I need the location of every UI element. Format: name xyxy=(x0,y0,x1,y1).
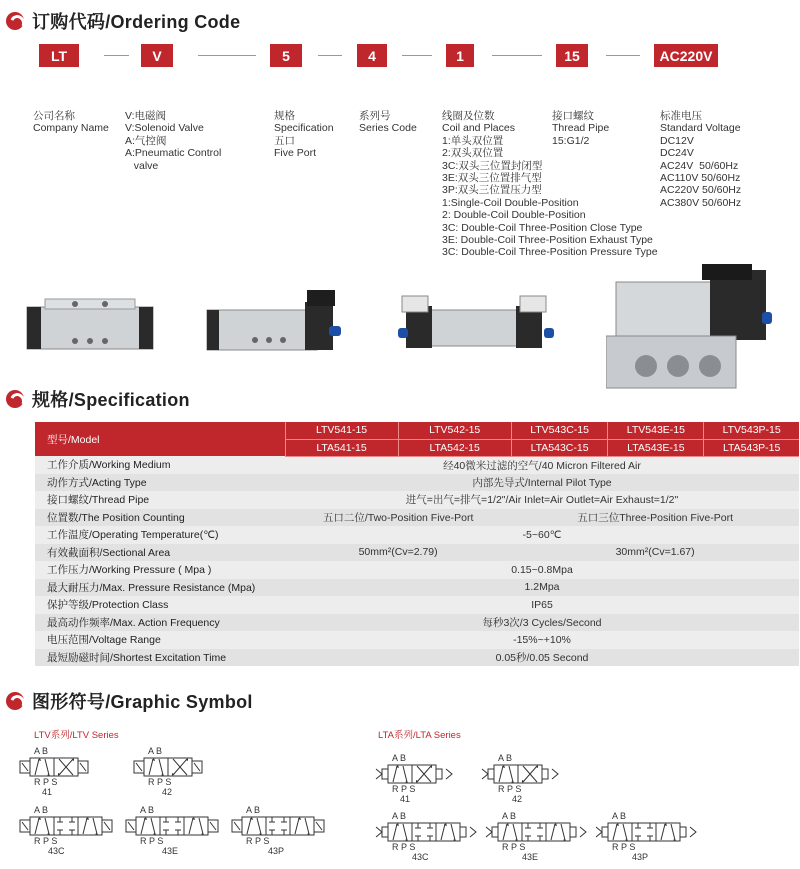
spec-row xyxy=(35,456,799,474)
port-label-top: A B xyxy=(148,746,163,756)
port-label-bottom: R P S xyxy=(34,777,58,787)
desc-company: 公司名称 Company Name xyxy=(33,110,109,135)
spec-row xyxy=(35,579,799,597)
desc-coil: 线圈及位数 Coil and Places 1:单头双位置 2:双头双位置 3C:双头三位置封闭型 3E:双头三位置排气型 3P:双头三位置压力型 1:Single-Coil Double-Position 2: Double-Coil Double-Position 3C: Double-Coil Three-Position Close Type 3E: Double-Coil Three-Position Exhaust Type 3C: Double-Coil Three-Position Pressure Type xyxy=(442,110,658,259)
port-label-bottom: R P S xyxy=(392,784,416,794)
port-label-top: A B xyxy=(392,753,407,763)
spec-value: 五口二位/Two-Position Five-Port xyxy=(285,509,511,527)
port-label-top: A B xyxy=(502,811,517,821)
valve-product-image xyxy=(205,288,345,360)
port-label-top: A B xyxy=(34,805,49,815)
code-company: LT xyxy=(39,44,79,67)
spec-label: 工作压力/Working Pressure ( Mpa ) xyxy=(35,561,285,579)
spec-label: 最高动作频率/Max. Action Frequency xyxy=(35,614,285,632)
valve-manifold-image xyxy=(606,262,776,390)
spec-value: 1.2Mpa xyxy=(285,579,799,597)
spec-row xyxy=(35,526,799,544)
spec-label: 工作介质/Working Medium xyxy=(35,456,285,474)
symbol-caption: 41 xyxy=(42,787,53,797)
code-dash xyxy=(606,55,640,56)
model-cell: LTA543P-15 xyxy=(704,439,799,456)
spec-label: 动作方式/Acting Type xyxy=(35,474,285,492)
spec-label: 有效截面积/Sectional Area xyxy=(35,544,285,562)
graphic-symbol-header xyxy=(6,688,253,714)
model-row xyxy=(35,422,799,439)
valve-symbol-icon xyxy=(16,803,122,853)
port-label-bottom: R P S xyxy=(392,842,416,852)
model-cell: LTA543C-15 xyxy=(511,439,608,456)
port-label-top: A B xyxy=(612,811,627,821)
symbol-caption: 43P xyxy=(268,846,285,856)
section-title: 规格/Specification xyxy=(32,390,190,410)
section-title: 图形符号/Graphic Symbol xyxy=(32,692,253,712)
code-dash xyxy=(198,55,256,56)
code-dash xyxy=(318,55,342,56)
symbol-caption: 43P xyxy=(632,852,649,862)
model-cell: LTA542-15 xyxy=(398,439,511,456)
spec-row xyxy=(35,596,799,614)
desc-voltage: 标准电压 Standard Voltage DC12V DC24V AC24V 50/60Hz AC110V 50/60Hz AC220V 50/60Hz AC380V 50/60Hz xyxy=(660,110,742,209)
spec-row xyxy=(35,491,799,509)
symbol-caption: 43C xyxy=(48,846,65,856)
spec-row xyxy=(35,474,799,492)
ordering-code-header xyxy=(6,8,240,34)
spec-row xyxy=(35,509,799,527)
port-label-bottom: R P S xyxy=(502,842,526,852)
port-label-bottom: R P S xyxy=(34,836,58,846)
spec-value: -5~60℃ xyxy=(285,526,799,544)
port-label-bottom: R P S xyxy=(498,784,522,794)
desc-type: V:电磁阀 V:Solenoid Valve A:气控阀 A:Pneumatic Control valve xyxy=(125,110,222,172)
ltv-series-title: LTV系列/LTV Series xyxy=(34,730,119,741)
model-cell: LTV543E-15 xyxy=(608,422,704,439)
model-cell: LTA543E-15 xyxy=(608,439,704,456)
symbol-caption: 41 xyxy=(400,794,411,804)
port-label-top: A B xyxy=(34,746,49,756)
spec-value: 进气=出气=排气=1/2"/Air Inlet=Air Outlet=Air Exhaust=1/2" xyxy=(285,491,799,509)
model-cell: LTV541-15 xyxy=(285,422,398,439)
port-label-top: A B xyxy=(246,805,261,815)
code-series: 4 xyxy=(357,44,387,67)
valve-product-image xyxy=(398,292,558,360)
model-cell: LTV543C-15 xyxy=(511,422,608,439)
spec-value: 50mm²(Cv=2.79) xyxy=(285,544,511,562)
section-bullet-icon xyxy=(6,12,24,30)
port-label-top: A B xyxy=(392,811,407,821)
spec-label: 电压范围/Voltage Range xyxy=(35,631,285,649)
code-thread: 15 xyxy=(556,44,588,67)
spec-label: 接口螺纹/Thread Pipe xyxy=(35,491,285,509)
desc-spec: 规格 Specification 五口 Five Port xyxy=(274,110,334,160)
code-dash xyxy=(402,55,432,56)
code-coil: 1 xyxy=(446,44,474,67)
spec-value: 经40微米过滤的空气/40 Micron Filtered Air xyxy=(285,456,799,474)
symbol-caption: 43E xyxy=(162,846,179,856)
symbol-caption: 43E xyxy=(522,852,539,862)
specification-table xyxy=(35,422,799,666)
code-voltage: AC220V xyxy=(654,44,718,67)
port-label-top: A B xyxy=(140,805,155,815)
symbol-caption: 43C xyxy=(412,852,429,862)
valve-product-image xyxy=(25,295,155,357)
port-label-bottom: R P S xyxy=(612,842,636,852)
spec-row xyxy=(35,649,799,667)
spec-row xyxy=(35,544,799,562)
spec-label: 最大耐压力/Max. Pressure Resistance (Mpa) xyxy=(35,579,285,597)
symbol-caption: 42 xyxy=(162,787,173,797)
spec-label: 最短励磁时间/Shortest Excitation Time xyxy=(35,649,285,667)
spec-value: -15%~+10% xyxy=(285,631,799,649)
spec-value: 五口三位Three-Position Five-Port xyxy=(511,509,799,527)
spec-value: 0.15~0.8Mpa xyxy=(285,561,799,579)
port-label-bottom: R P S xyxy=(246,836,270,846)
port-label-bottom: R P S xyxy=(140,836,164,846)
port-label-bottom: R P S xyxy=(148,777,172,787)
spec-row xyxy=(35,631,799,649)
model-cell: LTA541-15 xyxy=(285,439,398,456)
spec-value: 每秒3次/3 Cycles/Second xyxy=(285,614,799,632)
section-title: 订购代码/Ordering Code xyxy=(32,12,241,32)
desc-series: 系列号 Series Code xyxy=(359,110,417,135)
spec-row xyxy=(35,561,799,579)
section-bullet-icon xyxy=(6,692,24,710)
spec-label: 位置数/The Position Counting xyxy=(35,509,285,527)
spec-label: 工作温度/Operating Temperature(℃) xyxy=(35,526,285,544)
spec-value: 内部先导式/Internal Pilot Type xyxy=(285,474,799,492)
desc-thread: 接口螺纹 Thread Pipe 15:G1/2 xyxy=(552,110,610,147)
spec-label: 保护等级/Protection Class xyxy=(35,596,285,614)
lta-series-title: LTA系列/LTA Series xyxy=(378,730,461,741)
code-dash xyxy=(492,55,542,56)
code-spec: 5 xyxy=(270,44,302,67)
model-label: 型号/Model xyxy=(35,422,285,456)
spec-value: 30mm²(Cv=1.67) xyxy=(511,544,799,562)
code-dash xyxy=(104,55,129,56)
port-label-top: A B xyxy=(498,753,513,763)
spec-row xyxy=(35,614,799,632)
model-cell: LTV542-15 xyxy=(398,422,511,439)
specification-header xyxy=(6,386,190,412)
model-cell: LTV543P-15 xyxy=(704,422,799,439)
section-bullet-icon xyxy=(6,390,24,408)
spec-value: 0.05秒/0.05 Second xyxy=(285,649,799,667)
spec-value: IP65 xyxy=(285,596,799,614)
symbol-caption: 42 xyxy=(512,794,523,804)
code-type: V xyxy=(141,44,173,67)
